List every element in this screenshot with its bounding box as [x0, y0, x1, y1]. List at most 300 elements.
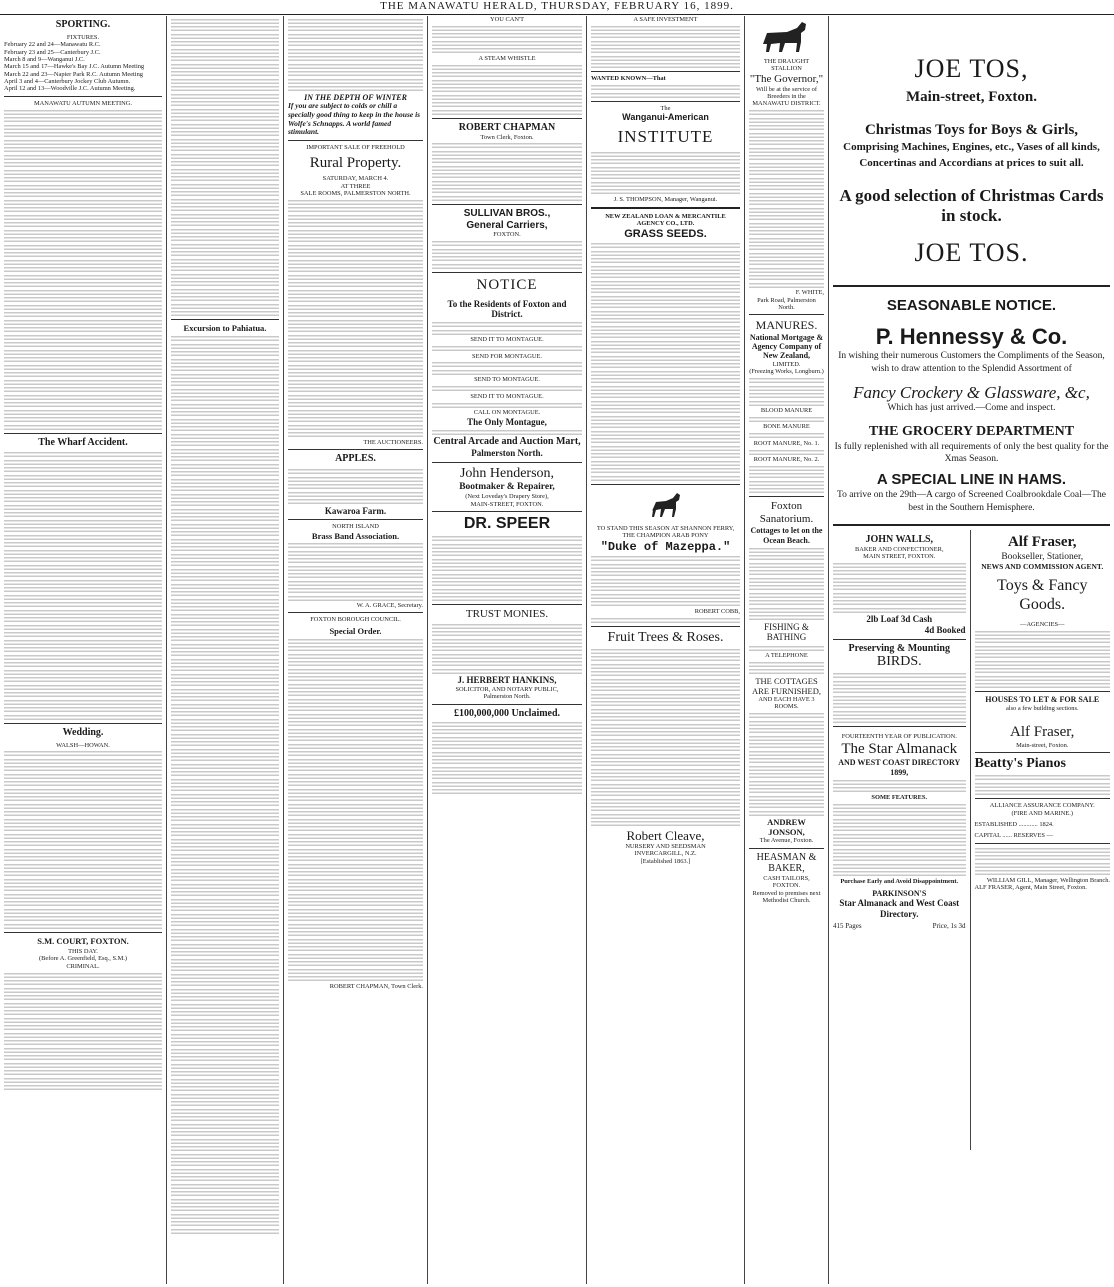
- text-lines: [833, 870, 966, 876]
- text-lines: [171, 433, 279, 439]
- text-lines: [833, 818, 966, 824]
- unclaimed: £100,000,000 Unclaimed.: [453, 707, 561, 719]
- text-lines: [591, 332, 740, 338]
- text-lines: [591, 377, 740, 383]
- text-lines: [591, 452, 740, 458]
- text-lines: [288, 945, 423, 951]
- palm: Palmerston North.: [471, 447, 543, 458]
- text-lines: [749, 810, 824, 816]
- text-lines: [171, 628, 279, 634]
- text-lines: [4, 624, 162, 630]
- text-lines: [171, 1213, 279, 1219]
- text-lines: [833, 863, 966, 869]
- text-lines: [171, 575, 279, 581]
- text-lines: [749, 252, 824, 258]
- central-arcade: Central Arcade and Auction Mart,: [433, 436, 581, 448]
- text-lines: [4, 609, 162, 615]
- text-lines: [171, 710, 279, 716]
- text-lines: [975, 660, 1111, 666]
- text-lines: [4, 616, 162, 622]
- parkinson: PARKINSON'S: [872, 889, 927, 899]
- text-lines: [288, 483, 423, 489]
- text-lines: [171, 1220, 279, 1226]
- text-lines: [171, 288, 279, 294]
- text-lines: [288, 78, 423, 84]
- text-lines: [171, 410, 279, 416]
- text-lines: [288, 803, 423, 809]
- text-lines: [171, 463, 279, 469]
- text-lines: [4, 364, 162, 370]
- text-lines: [749, 259, 824, 265]
- text-lines: [4, 481, 162, 487]
- text-lines: [4, 459, 162, 465]
- text-lines: [171, 508, 279, 514]
- text-lines: [288, 863, 423, 869]
- text-lines: [591, 685, 740, 691]
- agencies-body: [975, 630, 1111, 689]
- text-lines: [288, 668, 423, 674]
- text-lines: [432, 71, 582, 77]
- text-lines: [432, 385, 582, 391]
- text-lines: [171, 928, 279, 934]
- text-lines: [4, 304, 162, 310]
- text-lines: [591, 355, 740, 361]
- heasman-foxton: FOXTON.: [772, 882, 801, 890]
- text-lines: [171, 235, 279, 241]
- text-lines: [288, 743, 423, 749]
- apples-body: [288, 468, 423, 504]
- text-lines: [591, 563, 740, 569]
- text-lines: [591, 768, 740, 774]
- fixture-line: April 3 and 4—Canterbury Jockey Club Autumn.: [4, 77, 131, 85]
- text-lines: [171, 1130, 279, 1136]
- text-lines: [288, 394, 423, 400]
- text-lines: [4, 191, 162, 197]
- wang-name: Wanganui-American: [622, 112, 709, 123]
- text-lines: [749, 184, 824, 190]
- text-lines: [432, 721, 582, 727]
- text-lines: [171, 205, 279, 211]
- text-lines: [171, 838, 279, 844]
- text-lines: [591, 738, 740, 744]
- text-lines: [749, 416, 824, 422]
- text-lines: [288, 915, 423, 921]
- left-bottom-ads: [833, 530, 971, 1150]
- text-lines: [4, 878, 162, 884]
- henderson: John Henderson,: [459, 465, 555, 481]
- text-lines: [4, 526, 162, 532]
- text-lines: [749, 584, 824, 590]
- column-7: [828, 16, 1114, 1284]
- text-lines: [288, 550, 423, 556]
- service: Will be at the service of Breeders in the: [756, 85, 817, 101]
- text-lines: [833, 710, 966, 716]
- text-lines: [171, 980, 279, 986]
- xmas-toys: Christmas Toys for Boys & Girls,: [864, 122, 1079, 139]
- text-lines: [4, 451, 162, 457]
- text-lines: [4, 176, 162, 182]
- text-lines: [171, 770, 279, 776]
- walls: JOHN WALLS,: [865, 533, 934, 545]
- text-lines: [171, 183, 279, 189]
- text-lines: [171, 55, 279, 61]
- text-lines: [4, 1062, 162, 1068]
- text-lines: [288, 304, 423, 310]
- text-lines: [171, 883, 279, 889]
- text-lines: [171, 93, 279, 99]
- text-lines: [4, 855, 162, 861]
- text-lines: [288, 713, 423, 719]
- text-lines: [171, 493, 279, 499]
- text-lines: [4, 923, 162, 929]
- text-lines: [171, 228, 279, 234]
- text-lines: [288, 660, 423, 666]
- text-lines: [591, 295, 740, 301]
- text-lines: [171, 1055, 279, 1061]
- text-lines: [171, 1078, 279, 1084]
- text-lines: [288, 870, 423, 876]
- saving-body: [591, 25, 740, 69]
- text-lines: [749, 147, 824, 153]
- text-lines: [833, 848, 966, 854]
- hankins-pn: Palmerston North.: [483, 693, 531, 701]
- telephone: A TELEPHONE: [765, 652, 808, 659]
- text-lines: [171, 973, 279, 979]
- text-lines: [4, 908, 162, 914]
- text-lines: [288, 645, 423, 651]
- district: MANAWATU DISTRICT.: [752, 100, 821, 108]
- text-lines: [4, 803, 162, 809]
- text-lines: [4, 466, 162, 472]
- text-lines: [4, 579, 162, 585]
- text-lines: [171, 418, 279, 424]
- text-lines: [591, 655, 740, 661]
- text-lines: [171, 18, 279, 24]
- text-lines: [171, 63, 279, 69]
- text-lines: [4, 274, 162, 280]
- wanted-body: [591, 84, 740, 98]
- text-lines: [171, 1205, 279, 1211]
- text-lines: [591, 392, 740, 398]
- text-lines: [749, 772, 824, 778]
- grass-body: [591, 242, 740, 481]
- text-lines: [171, 440, 279, 446]
- cant-heading: YOU CAN'T: [490, 16, 524, 23]
- text-lines: [4, 661, 162, 667]
- text-lines: [171, 85, 279, 91]
- send-1: SEND IT TO MONTAGUE.: [470, 336, 544, 344]
- text-lines: [975, 630, 1111, 636]
- text-lines: [432, 595, 582, 601]
- text-lines: [288, 25, 423, 31]
- sanatorium-body: [749, 547, 824, 621]
- alliance-body: [975, 847, 1111, 876]
- gill: WILLIAM GILL, Manager, Wellington Branch.: [986, 876, 1110, 884]
- chapman-body: [432, 142, 582, 178]
- trust-body: [432, 623, 582, 674]
- text-lines: [171, 643, 279, 649]
- text-lines: [432, 573, 582, 579]
- selection: A good selection of Christmas Cards in stock.: [839, 185, 1104, 225]
- text-lines: [171, 965, 279, 971]
- column-6: [744, 16, 828, 1284]
- text-lines: [288, 259, 423, 265]
- text-lines: [4, 706, 162, 712]
- text-lines: [288, 349, 423, 355]
- excursion-heading: Excursion to Pahiatua.: [183, 323, 267, 333]
- almanack-footer: [833, 922, 966, 930]
- sullivan-foxton: FOXTON.: [493, 231, 521, 239]
- text-lines: [749, 757, 824, 763]
- text-lines: [749, 569, 824, 575]
- text-lines: [591, 475, 740, 481]
- text-lines: [4, 1069, 162, 1075]
- text-lines: [749, 237, 824, 243]
- three-rooms: AND EACH HAVE 3 ROOMS.: [758, 695, 815, 711]
- text-lines: [975, 645, 1111, 651]
- text-lines: [432, 79, 582, 85]
- text-lines: [171, 373, 279, 379]
- text-lines: [749, 742, 824, 748]
- text-lines: [4, 184, 162, 190]
- text-lines: [432, 47, 582, 53]
- text-lines: [288, 85, 423, 91]
- text-lines: [833, 569, 966, 575]
- text-lines: [288, 765, 423, 771]
- text-lines: [171, 160, 279, 166]
- text-lines: [749, 385, 824, 391]
- text-lines: [288, 580, 423, 586]
- text-lines: [432, 25, 582, 31]
- text-lines: [591, 693, 740, 699]
- text-lines: [171, 153, 279, 159]
- text-lines: [749, 735, 824, 741]
- text-lines: [4, 631, 162, 637]
- sullivan: SULLIVAN BROS.,: [463, 207, 551, 219]
- fruit: Fruit Trees & Roses.: [607, 629, 724, 645]
- text-lines: [171, 988, 279, 994]
- text-lines: [171, 778, 279, 784]
- text-lines: [432, 369, 582, 375]
- text-lines: [171, 470, 279, 476]
- kawaroa: Kawaroa Farm.: [324, 505, 387, 516]
- text-lines: [171, 380, 279, 386]
- fourteenth: FOURTEENTH YEAR OF PUBLICATION.: [841, 733, 957, 741]
- text-lines: [975, 675, 1111, 681]
- text-lines: [4, 394, 162, 400]
- text-lines: [975, 854, 1111, 860]
- text-lines: [4, 266, 162, 272]
- bone: BONE MANURE: [763, 423, 810, 431]
- text-lines: [171, 1100, 279, 1106]
- text-lines: [4, 915, 162, 921]
- text-lines: [171, 800, 279, 806]
- walsh-heading: WALSH—HOWAN.: [56, 741, 110, 749]
- text-lines: [975, 667, 1111, 673]
- seasonable: SEASONABLE NOTICE.: [886, 296, 1057, 314]
- text-lines: [4, 1032, 162, 1038]
- text-lines: [749, 727, 824, 733]
- brass-heading: Brass Band Association.: [311, 530, 400, 541]
- text-lines: [171, 175, 279, 181]
- saving-heading: A SAFE INVESTMENT: [633, 16, 698, 23]
- text-lines: [171, 1085, 279, 1091]
- text-lines: [591, 181, 740, 187]
- residents: To the Residents of Foxton and District.: [447, 298, 567, 320]
- text-lines: [4, 534, 162, 540]
- text-lines: [432, 361, 582, 367]
- text-lines: [288, 542, 423, 548]
- text-lines: [833, 577, 966, 583]
- text-lines: [432, 429, 582, 435]
- text-lines: [591, 287, 740, 293]
- solicitor: SOLICITOR, AND NOTARY PUBLIC,: [455, 685, 559, 693]
- text-lines: [288, 431, 423, 437]
- cottages-furnished: THE COTTAGES ARE FURNISHED,: [752, 675, 821, 696]
- text-lines: [288, 818, 423, 824]
- cottages-body: [749, 712, 824, 816]
- text-lines: [4, 199, 162, 205]
- institute: INSTITUTE: [617, 126, 714, 146]
- text-lines: [171, 553, 279, 559]
- text-lines: [4, 714, 162, 720]
- column-1: [0, 16, 166, 1284]
- text-lines: [591, 593, 740, 599]
- just-arrived: Which has just arrived.—Come and inspect.: [887, 403, 1056, 414]
- fixtures-list: [4, 41, 162, 93]
- text-lines: [432, 402, 582, 408]
- text-lines: [591, 445, 740, 451]
- text-lines: [288, 960, 423, 966]
- text-lines: [171, 920, 279, 926]
- few-build: also a few building sections.: [1005, 704, 1079, 712]
- text-lines: [288, 55, 423, 61]
- text-lines: [833, 779, 966, 785]
- root1: ROOT MANURE, No. 1.: [753, 439, 820, 447]
- text-lines: [288, 468, 423, 474]
- text-lines: [749, 787, 824, 793]
- text-lines: [591, 257, 740, 263]
- text-lines: [432, 157, 582, 163]
- text-lines: [4, 1002, 162, 1008]
- auctioneers: THE AUCTIONEERS.: [363, 438, 423, 446]
- star-almanack: Star Almanack and West Coast Directory.: [839, 898, 960, 920]
- fire-marine: (FIRE AND MARINE.): [1011, 809, 1074, 817]
- text-lines: [4, 972, 162, 978]
- text-lines: [288, 70, 423, 76]
- text-lines: [4, 773, 162, 779]
- text-lines: [171, 1145, 279, 1151]
- text-lines: [591, 84, 740, 90]
- text-lines: [833, 825, 966, 831]
- text-lines: [171, 1190, 279, 1196]
- text-lines: [171, 1010, 279, 1016]
- text-lines: [749, 377, 824, 383]
- sale-horse-ad: [432, 180, 582, 201]
- horse-icon: [646, 489, 686, 521]
- text-lines: [4, 669, 162, 675]
- freezing: (Freezing Works, Longburn.): [749, 368, 824, 376]
- text-lines: [833, 833, 966, 839]
- text-lines: [288, 930, 423, 936]
- text-lines: [432, 580, 582, 586]
- text-lines: [591, 467, 740, 473]
- excursion-body: [171, 335, 279, 1234]
- text-lines: [591, 775, 740, 781]
- text-lines: [171, 935, 279, 941]
- text-lines: [171, 130, 279, 136]
- text-lines: [4, 594, 162, 600]
- text-lines: [432, 255, 582, 261]
- agencies: —AGENCIES—: [1020, 621, 1065, 629]
- text-lines: [4, 281, 162, 287]
- text-lines: [4, 556, 162, 562]
- text-lines: [4, 825, 162, 831]
- text-lines: [171, 538, 279, 544]
- text-lines: [4, 987, 162, 993]
- text-lines: [749, 267, 824, 273]
- send-3: SEND TO MONTAGUE.: [474, 376, 540, 384]
- text-lines: [432, 781, 582, 787]
- text-lines: [749, 392, 824, 398]
- text-lines: [833, 672, 966, 678]
- replenished: Is fully replenished with all requirements of only the best quality for the Xmas Season.: [834, 441, 1109, 465]
- heasman: HEASMAN & BAKER,: [756, 851, 817, 875]
- text-lines: [288, 409, 423, 415]
- fraser-main: Main-street, Foxton.: [1016, 741, 1069, 749]
- text-lines: [749, 449, 824, 455]
- text-lines: [288, 968, 423, 974]
- text-lines: [749, 614, 824, 620]
- fruit-body: [591, 648, 740, 827]
- text-lines: [432, 64, 582, 70]
- mazeppa: "Duke of Mazeppa.": [600, 539, 731, 554]
- west-coast: AND WEST COAST DIRECTORY 1899,: [838, 758, 961, 777]
- grass: GRASS SEEDS.: [624, 227, 707, 240]
- text-lines: [591, 166, 740, 172]
- text-lines: [975, 637, 1111, 643]
- text-lines: [171, 1025, 279, 1031]
- text-lines: [591, 40, 740, 46]
- wedding-heading: Wedding.: [62, 726, 104, 738]
- text-lines: [4, 541, 162, 547]
- text-lines: [171, 265, 279, 271]
- text-lines: [288, 424, 423, 430]
- text-lines: [833, 562, 966, 568]
- text-lines: [4, 474, 162, 480]
- text-lines: [171, 620, 279, 626]
- text-lines: [833, 717, 966, 723]
- text-lines: [171, 1198, 279, 1204]
- text-lines: [171, 830, 279, 836]
- text-lines: [749, 154, 824, 160]
- apples-heading: APPLES.: [335, 453, 376, 465]
- text-lines: [4, 334, 162, 340]
- fixture-line: February 22 and 24—Manawatu R.C.: [4, 41, 101, 49]
- text-lines: [171, 785, 279, 791]
- sporting-heading: SPORTING.: [55, 19, 111, 30]
- text-lines: [171, 388, 279, 394]
- trust: TRUST MONIES.: [465, 608, 549, 621]
- text-lines: [4, 169, 162, 175]
- text-lines: [288, 221, 423, 227]
- text-lines: [288, 773, 423, 779]
- text-lines: [4, 401, 162, 407]
- text-lines: [171, 530, 279, 536]
- text-lines: [4, 1084, 162, 1090]
- joetos-2: JOE TOS.: [914, 238, 1029, 268]
- text-lines: [432, 736, 582, 742]
